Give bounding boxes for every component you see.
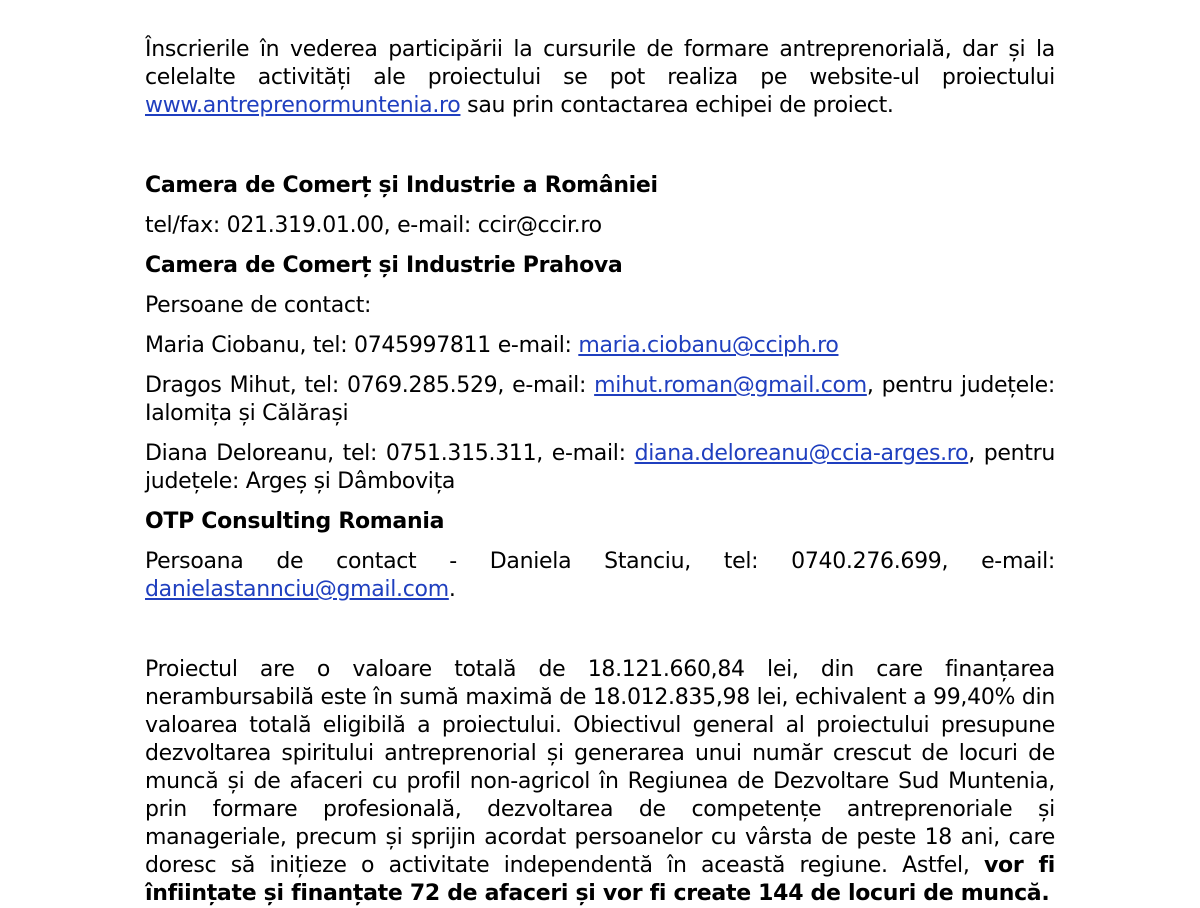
contact-diana-email[interactable]: diana.deloreanu@ccia-arges.ro xyxy=(634,441,969,466)
contact-daniela xyxy=(145,548,1055,604)
contact-daniela-end: . xyxy=(448,577,456,602)
contact-dragos xyxy=(145,372,1055,428)
contact-maria-text: Maria Ciobanu, tel: 0745997811 e-mail: xyxy=(145,333,579,358)
contact-daniela-email[interactable]: danielastannciu@gmail.com xyxy=(145,577,449,602)
contact-diana-text: Diana Deloreanu, tel: 0751.315.311, e-mail: xyxy=(145,441,635,466)
contact-dragos-counties: , pentru județele: Ialomița și Călărași xyxy=(145,373,1055,426)
project-summary xyxy=(145,656,1055,908)
contact-maria-email[interactable]: maria.ciobanu@cciph.ro xyxy=(578,333,839,358)
ccip-contacts-label: Persoane de contact: xyxy=(145,293,372,318)
project-summary-text: Proiectul are o valoare totală de 18.121.660,84 lei, din care finanțarea nerambursabilă este în sumă maximă de 18.012.835,98 lei, echivalent a 99,40% din valoarea totală eligibilă a proiectului. Obiectivul general al proiectului presupune dezvoltarea spiritului antreprenorial și generarea unui număr crescut de locuri de muncă și de afaceri cu profil non-agricol în Regiunea de Dezvoltare Sud Muntenia, prin formare profesională, dezvoltarea de competențe antreprenoriale și manageriale, precum și sprijin acordat persoanelor cu vârsta de peste 18 ani, care doresc să inițieze o activitate independentă în această regiune. Astfel, xyxy=(145,657,1055,878)
intro-text: Înscrierile în vederea participării la cursurile de formare antreprenorială, dar și la celelalte activități ale proiectului se pot realiza pe website-ul proiectului xyxy=(145,37,1055,90)
contact-diana-counties: , pentru județele: Argeș și Dâmbovița xyxy=(145,441,1055,494)
contact-dragos-text: Dragos Mihut, tel: 0769.285.529, e-mail: xyxy=(145,373,595,398)
contact-maria xyxy=(145,332,1055,360)
contact-diana xyxy=(145,440,1055,496)
ccir-contact: tel/fax: 021.319.01.00, e-mail: ccir@ccir.ro xyxy=(145,213,602,238)
ccir-name: Camera de Comerț și Industrie a României xyxy=(145,173,658,198)
document-page xyxy=(145,36,1055,908)
intro-paragraph xyxy=(145,36,1055,120)
project-website-link[interactable]: www.antreprenormuntenia.ro xyxy=(145,93,461,118)
intro-text-end: sau prin contactarea echipei de proiect. xyxy=(460,93,894,118)
otp-name: OTP Consulting Romania xyxy=(145,509,445,534)
project-summary-highlight: vor fi înființate și finanțate 72 de afaceri și vor fi create 144 de locuri de muncă. xyxy=(145,853,1055,906)
contact-dragos-email[interactable]: mihut.roman@gmail.com xyxy=(594,373,867,398)
ccip-name: Camera de Comerț și Industrie Prahova xyxy=(145,253,623,278)
contact-daniela-text: Persoana de contact - Daniela Stanciu, tel: 0740.276.699, e-mail: xyxy=(145,549,1055,574)
